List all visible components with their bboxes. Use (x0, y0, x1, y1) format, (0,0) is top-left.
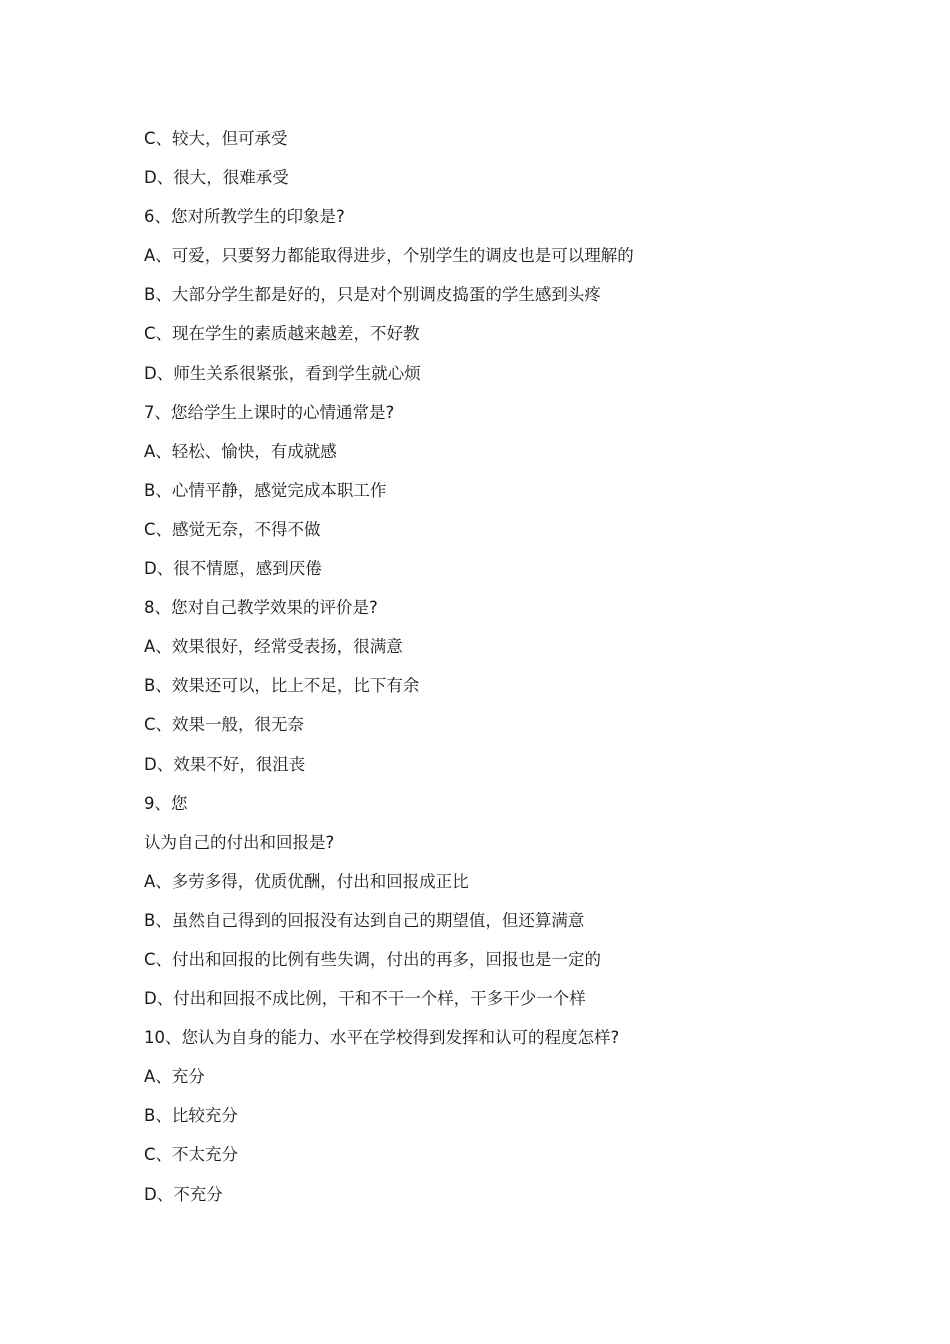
option-line: C、付出和回报的比例有些失调，付出的再多，回报也是一定的 (144, 949, 602, 969)
option-line: B、比较充分 (144, 1106, 238, 1126)
option-line: D、师生关系很紧张，看到学生就心烦 (144, 363, 421, 383)
question-line: 9、您 (144, 793, 188, 813)
question-line: 认为自己的付出和回报是? (144, 832, 335, 852)
option-line: D、付出和回报不成比例，干和不干一个样，干多干少一个样 (144, 989, 586, 1009)
option-line: A、轻松、愉快，有成就感 (144, 441, 337, 461)
option-line: D、很大，很难承受 (144, 168, 289, 188)
question-line: 7、您给学生上课时的心情通常是? (144, 402, 395, 422)
question-line: 6、您对所教学生的印象是? (144, 207, 345, 227)
option-line: A、效果很好，经常受表扬，很满意 (144, 637, 403, 657)
option-line: B、大部分学生都是好的，只是对个别调皮捣蛋的学生感到头疼 (144, 285, 601, 305)
option-line: C、感觉无奈，不得不做 (144, 519, 321, 539)
option-line: A、可爱，只要努力都能取得进步，个别学生的调皮也是可以理解的 (144, 246, 634, 266)
option-line: A、充分 (144, 1067, 205, 1087)
option-line: D、效果不好，很沮丧 (144, 754, 306, 774)
questionnaire-text (144, 119, 844, 1214)
option-line: C、较大，但可承受 (144, 129, 288, 148)
option-line: B、心情平静，感觉完成本职工作 (144, 480, 387, 500)
option-line: C、效果一般，很无奈 (144, 715, 305, 735)
question-line: 10、您认为自身的能力、水平在学校得到发挥和认可的程度怎样? (144, 1028, 620, 1048)
option-line: B、虽然自己得到的回报没有达到自己的期望值，但还算满意 (144, 910, 585, 930)
option-line: D、不充分 (144, 1184, 223, 1204)
option-line: C、不太充分 (144, 1145, 239, 1165)
option-line: A、多劳多得，优质优酬，付出和回报成正比 (144, 871, 469, 891)
option-line: C、现在学生的素质越来越差，不好教 (144, 324, 420, 344)
option-line: B、效果还可以，比上不足，比下有余 (144, 676, 420, 696)
option-line: D、很不情愿，感到厌倦 (144, 559, 322, 579)
question-line: 8、您对自己教学效果的评价是? (144, 598, 378, 618)
